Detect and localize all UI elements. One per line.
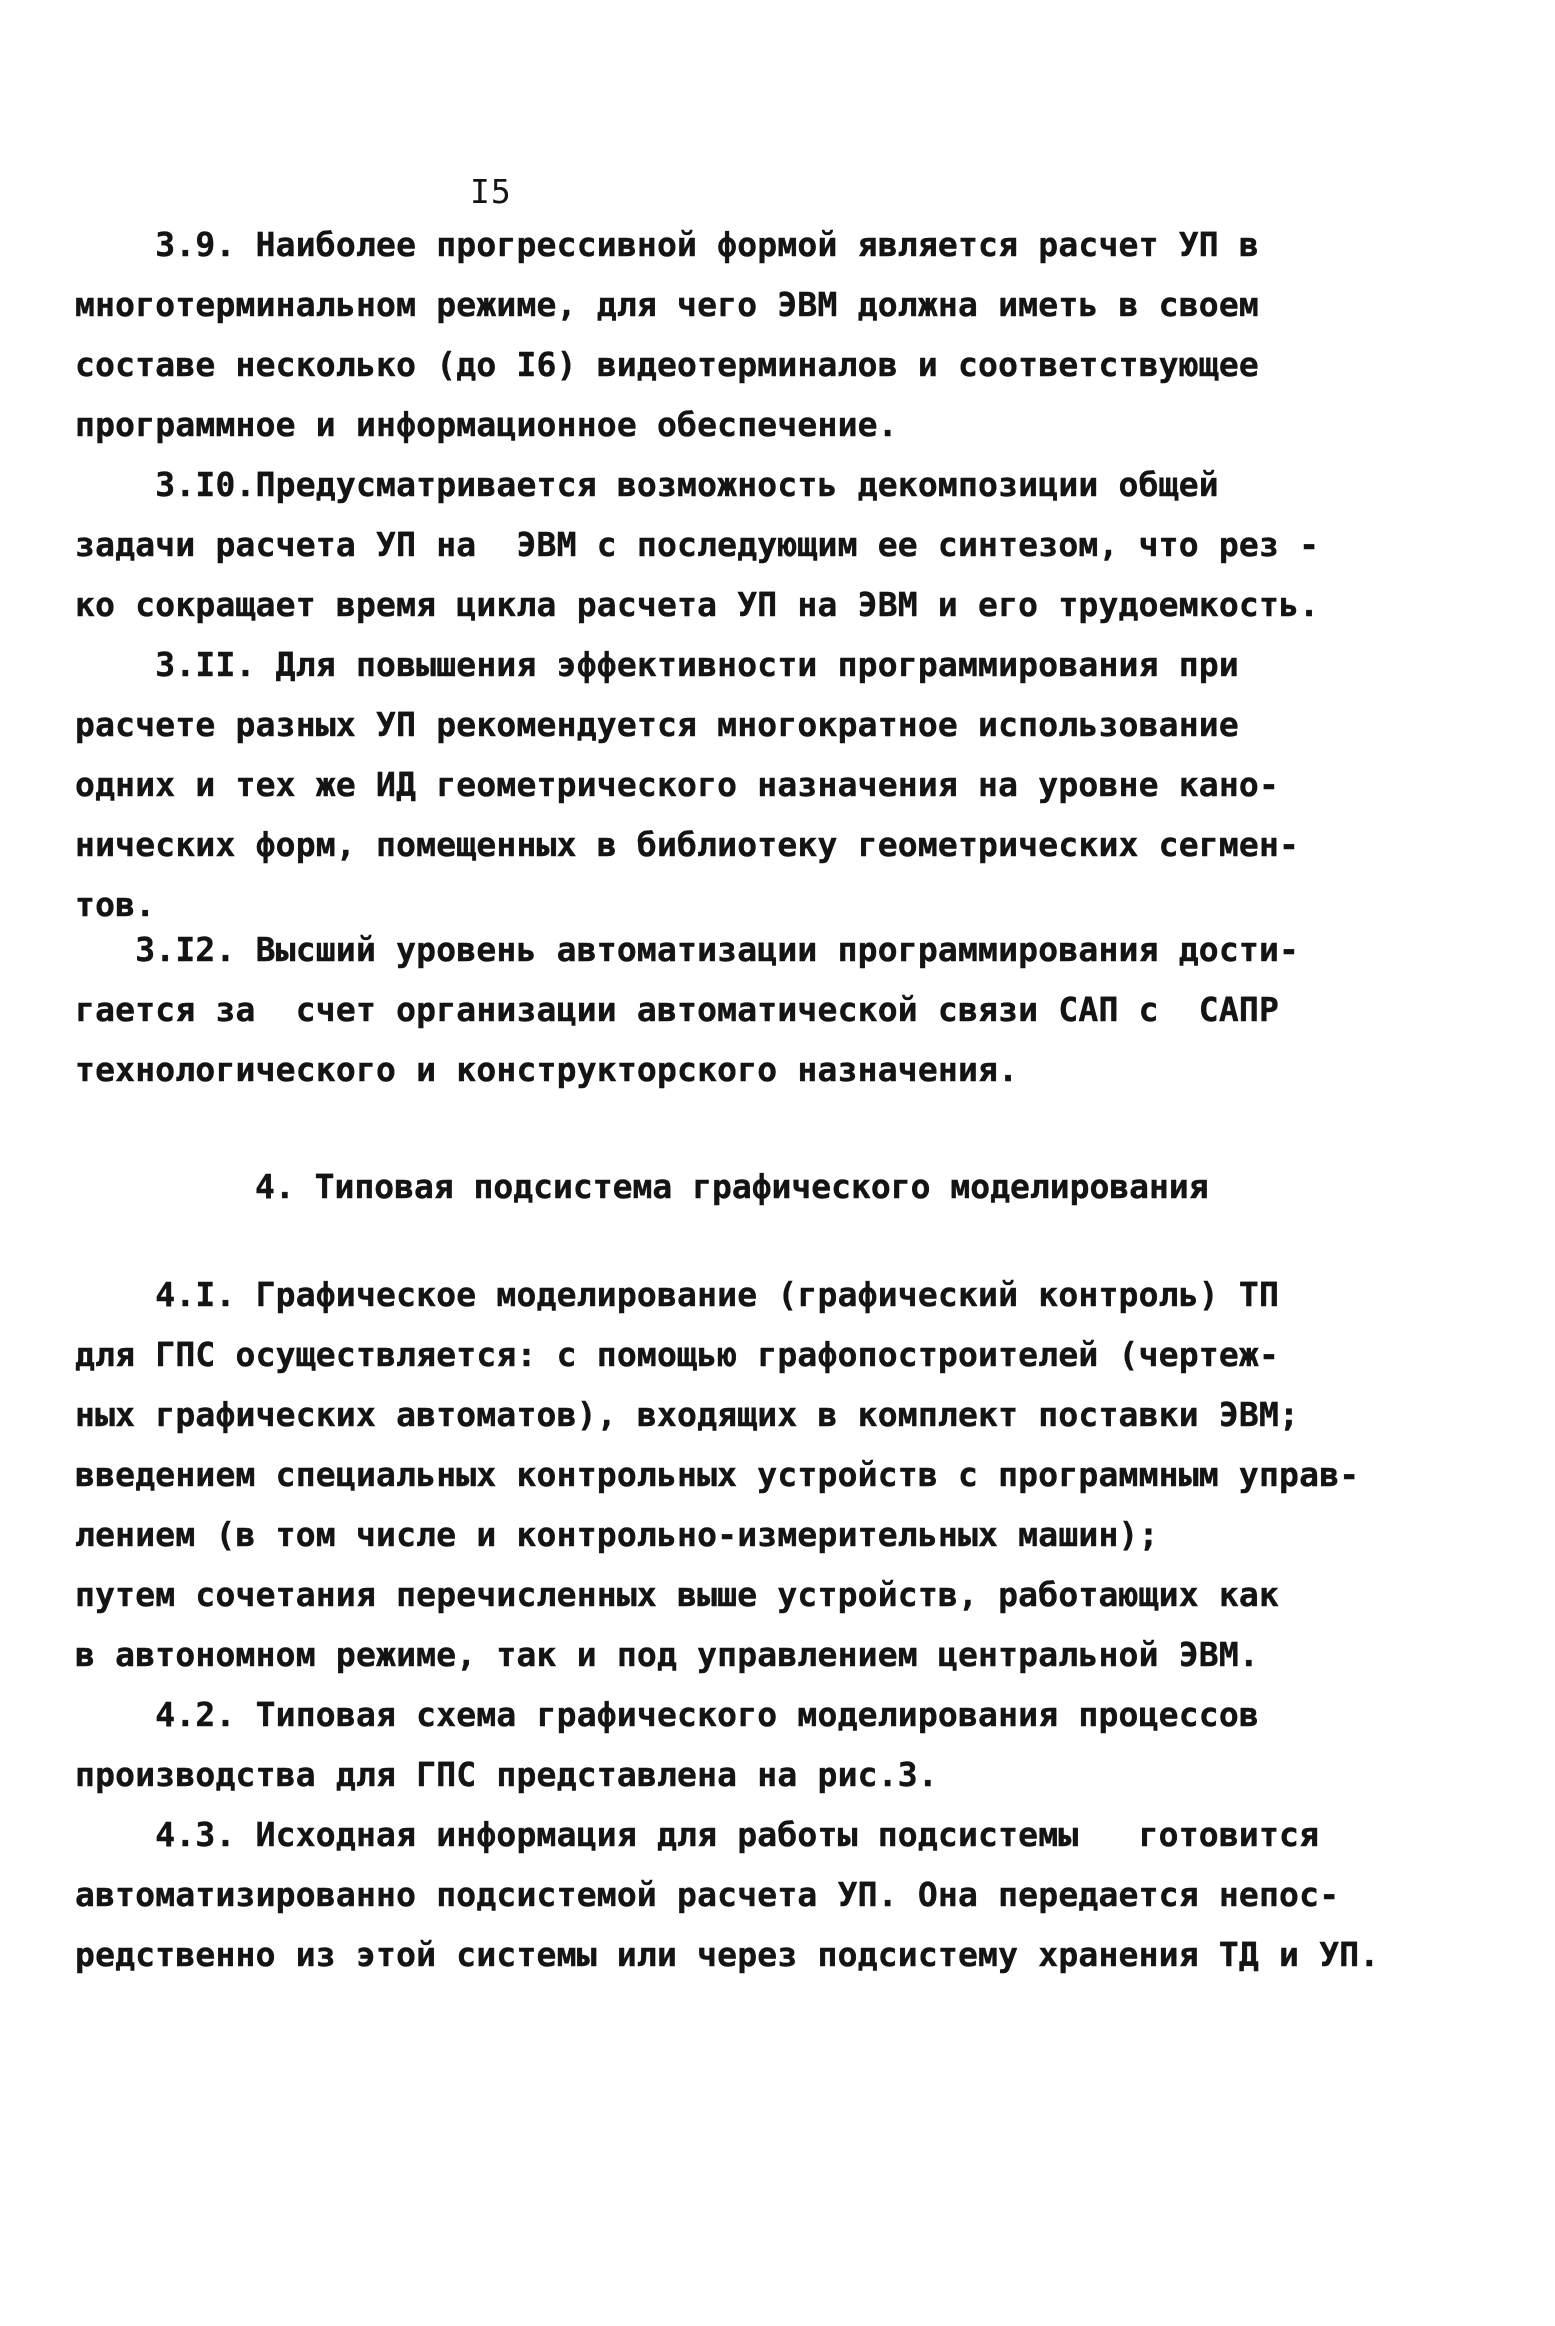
- text-line: 3.9. Наиболее прогрессивной формой является расчет УП в: [75, 225, 1259, 264]
- page-number: I5: [470, 172, 512, 211]
- text-line: путем сочетания перечисленных выше устройств, работающих как: [75, 1575, 1280, 1614]
- text-line: ко сокращает время цикла расчета УП на ЭВМ и его трудоемкость.: [75, 585, 1320, 624]
- text-line: введением специальных контрольных устройств с программным управ-: [75, 1455, 1360, 1494]
- text-line: задачи расчета УП на ЭВМ с последующим ее синтезом, что рез -: [75, 525, 1320, 564]
- section-heading: 4. Типовая подсистема графического моделирования: [255, 1167, 1209, 1206]
- text-line: для ГПС осуществляется: с помощью графопостроителей (чертеж-: [75, 1335, 1280, 1374]
- text-line: тов.: [75, 885, 156, 924]
- text-line: редственно из этой системы или через подсистему хранения ТД и УП.: [75, 1935, 1380, 1974]
- text-line: 3.II. Для повышения эффективности программирования при: [75, 645, 1239, 684]
- text-line: технологического и конструкторского назначения.: [75, 1050, 1019, 1089]
- text-line: 3.I2. Высший уровень автоматизации программирования дости-: [75, 930, 1300, 969]
- text-line: ных графических автоматов), входящих в комплект поставки ЭВМ;: [75, 1395, 1300, 1434]
- text-line: многотерминальном режиме, для чего ЭВМ должна иметь в своем: [75, 285, 1259, 324]
- text-line: автоматизированно подсистемой расчета УП. Она передается непос-: [75, 1875, 1340, 1914]
- text-line: программное и информационное обеспечение.: [75, 405, 898, 444]
- text-line: составе несколько (до I6) видеотерминалов и соответствующее: [75, 345, 1259, 384]
- text-line: 3.I0.Предусматривается возможность декомпозиции общей: [75, 465, 1219, 504]
- text-line: нических форм, помещенных в библиотеку геометрических сегмен-: [75, 825, 1300, 864]
- text-line: в автономном режиме, так и под управлением центральной ЭВМ.: [75, 1635, 1259, 1674]
- text-line: 4.I. Графическое моделирование (графический контроль) ТП: [75, 1275, 1280, 1314]
- text-line: одних и тех же ИД геометрического назначения на уровне кано-: [75, 765, 1280, 804]
- text-line: 4.2. Типовая схема графического моделирования процессов: [75, 1695, 1259, 1734]
- text-line: производства для ГПС представлена на рис.3.: [75, 1755, 938, 1794]
- text-line: гается за счет организации автоматической связи САП с САПР: [75, 990, 1280, 1029]
- text-line: лением (в том числе и контрольно-измерительных машин);: [75, 1515, 1159, 1554]
- text-line: 4.3. Исходная информация для работы подсистемы готовится: [75, 1815, 1320, 1854]
- text-line: расчете разных УП рекомендуется многократное использование: [75, 705, 1239, 744]
